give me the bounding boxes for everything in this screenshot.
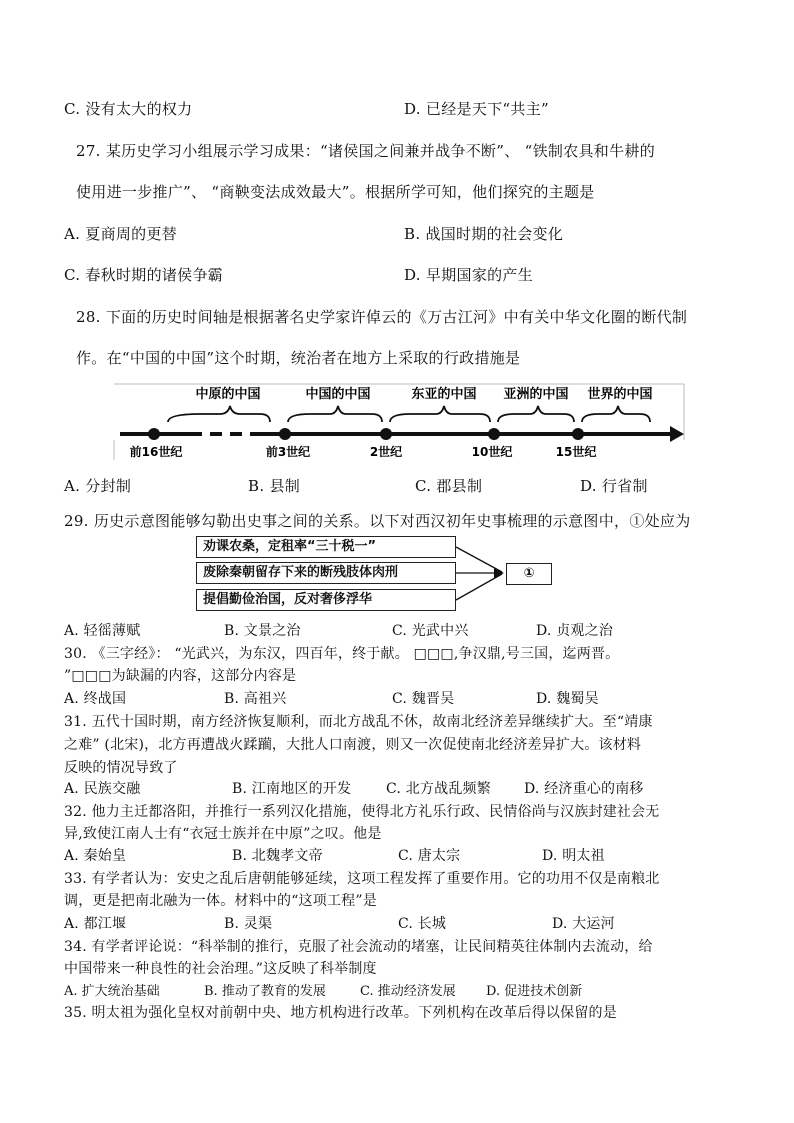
timeline-tick-label-3: 2世纪 (369, 445, 403, 459)
q31-option-c: C. 北方战乱频繁 (386, 781, 491, 797)
timeline-dot-4 (488, 428, 500, 440)
timeline-period-label-4: 亚洲的中国 (503, 387, 569, 402)
flow-box-2: 废除秦朝留存下来的断残肢体肉刑 (196, 562, 456, 584)
q28-option-a: A. 分封制 (64, 477, 132, 495)
timeline-dot-3 (380, 428, 392, 440)
q33-option-a: A. 都江堰 (64, 916, 127, 932)
q27-option-c: C. 春秋时期的诸侯争霸 (64, 266, 224, 284)
q33-option-b: B. 灵渠 (224, 916, 273, 932)
q27-stem-line2: 使用进一步推广”、 “商鞅变法成效最大”。根据所学可知，他们探究的主题是 (76, 183, 595, 201)
q27-option-d: D. 早期国家的产生 (404, 266, 534, 284)
q28-stem-line1: 28. 下面的历史时间轴是根据著名史学家许倬云的《万古江河》中有关中华文化圈的断代制 (76, 308, 688, 326)
q34-option-a: A. 扩大统治基础 (64, 984, 160, 999)
q30-stem-line1: 30. 《三字经》： “光武兴，为东汉，四百年，终于献。 □□□,争汉鼎,号三国，迄两晋。 (64, 646, 620, 662)
q29-stem-line1: 29. 历史示意图能够勾勒出史事之间的关系。以下对西汉初年史事梳理的示意图中，①处应为 (64, 512, 691, 530)
timeline-figure (110, 378, 690, 462)
timeline-dot-1 (148, 428, 160, 440)
flow-target-box: ① (506, 563, 552, 585)
timeline-brace-1 (168, 406, 270, 422)
q30-option-a: A. 终战国 (64, 691, 127, 707)
q28-option-c: C. 郡县制 (415, 477, 483, 495)
q34-option-b: B. 推动了教育的发展 (204, 984, 326, 999)
q32-option-c: C. 唐太宗 (398, 848, 461, 864)
q35-stem-line1: 35. 明太祖为强化皇权对前朝中央、地方机构进行改革。下列机构在改革后得以保留的是 (64, 1005, 617, 1021)
q27-option-b: B. 战国时期的社会变化 (404, 225, 564, 243)
timeline-brace-4 (498, 406, 574, 422)
q28-option-d: D. 行省制 (580, 477, 648, 495)
timeline-tick-label-2: 前3世纪 (265, 445, 311, 459)
q31-option-a: A. 民族交融 (64, 781, 141, 797)
timeline-arrowhead (670, 426, 684, 442)
q29-option-b: B. 文景之治 (224, 623, 301, 639)
q34-stem-line2: 中国带来一种良性的社会治理。”这反映了科举制度 (64, 961, 377, 977)
q34-stem-line1: 34. 有学者评论说：“科举制的推行，克服了社会流动的堵塞，让民间精英往体制内去流动，给 (64, 939, 653, 955)
q31-stem-line1: 31. 五代十国时期，南方经济恢复顺利，而北方战乱不休，故南北经济差异继续扩大。至“靖康 (64, 714, 653, 730)
q27-stem-line1: 27. 某历史学习小组展示学习成果：“诸侯国之间兼并战争不断”、 “铁制农具和牛耕的 (76, 142, 655, 160)
q33-stem-line1: 33. 有学者认为：安史之乱后唐朝能够延续，这项工程发挥了重要作用。它的功用不仅是南粮北 (64, 871, 660, 887)
q29-option-d: D. 贞观之治 (536, 623, 614, 639)
q32-stem-line2: 异,致使江南人士有“衣冠士族并在中原”之叹。他是 (64, 826, 382, 842)
timeline-tick-label-4: 10世纪 (471, 445, 513, 459)
q31-option-d: D. 经济重心的南移 (524, 781, 644, 797)
q26-option-c: C. 没有太大的权力 (64, 100, 193, 118)
q30-option-c: C. 魏晋吴 (392, 691, 455, 707)
timeline-brace-3 (390, 406, 490, 422)
q32-option-d: D. 明太祖 (542, 848, 605, 864)
q30-option-b: B. 高祖兴 (224, 691, 287, 707)
q31-option-b: B. 江南地区的开发 (232, 781, 352, 797)
q30-option-d: D. 魏蜀吴 (536, 691, 599, 707)
q32-option-b: B. 北魏孝文帝 (232, 848, 323, 864)
q27-option-a: A. 夏商周的更替 (64, 225, 178, 243)
q33-stem-line2: 调，更是把南北融为一体。材料中的“这项工程”是 (64, 893, 377, 909)
q29-option-c: C. 光武中兴 (392, 623, 469, 639)
flow-box-3: 提倡勤俭治国，反对奢侈浮华 (196, 589, 456, 611)
timeline-period-label-1: 中原的中国 (195, 387, 261, 402)
timeline-tick-label-5: 15世纪 (555, 445, 597, 459)
timeline-dot-2 (279, 428, 291, 440)
timeline-period-label-2: 中国的中国 (305, 387, 371, 402)
q32-stem-line1: 32. 他力主迁都洛阳，并推行一系列汉化措施，使得北方礼乐行政、民情俗尚与汉族封建社会无 (64, 804, 660, 820)
timeline-brace-5 (582, 406, 650, 422)
timeline-dot-5 (572, 428, 584, 440)
flow-box-1: 劝课农桑，定租率“三十税一” (196, 536, 456, 558)
flow-arrows (454, 538, 506, 610)
q32-option-a: A. 秦始皇 (64, 848, 127, 864)
timeline-period-label-5: 世界的中国 (587, 387, 653, 402)
q33-option-d: D. 大运河 (552, 916, 615, 932)
timeline-period-label-3: 东亚的中国 (411, 387, 477, 402)
q34-option-d: D. 促进技术创新 (486, 984, 583, 999)
q33-option-c: C. 长城 (398, 916, 447, 932)
q31-stem-line3: 反映的情况导致了 (64, 760, 178, 776)
q28-stem-line2: 作。在“中国的中国”这个时期，统治者在地方上采取的行政措施是 (76, 349, 521, 367)
q29-option-a: A. 轻徭薄赋 (64, 623, 141, 639)
timeline-tick-label-1: 前16世纪 (129, 445, 183, 459)
q31-stem-line2: 之难” (北宋)，北方再遭战火蹂躏，大批人口南渡，则又一次促使南北经济差异扩大。该材料 (64, 737, 642, 753)
q30-stem-line2: ”□□□为缺漏的内容，这部分内容是 (64, 668, 297, 684)
timeline-brace-2 (288, 406, 382, 422)
q28-option-b: B. 县制 (248, 477, 301, 495)
q34-option-c: C. 推动经济发展 (360, 984, 456, 999)
q26-option-d: D. 已经是天下“共主” (404, 100, 549, 118)
